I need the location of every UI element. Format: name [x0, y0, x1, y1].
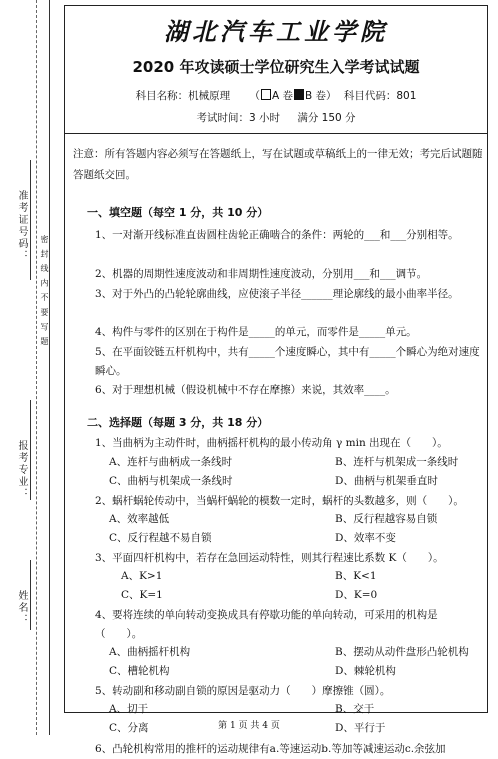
name-underline	[30, 560, 31, 630]
s2-question-4: 4、要将连续的单向转动变换成具有停歇功能的单向转动，可采用的机构是（ ）。	[95, 609, 438, 640]
page-number: 第 1 页 共 4 页	[218, 721, 280, 731]
seal-line	[49, 0, 50, 735]
paper-open-paren: （	[249, 90, 260, 102]
paper-a-checkbox	[261, 89, 271, 100]
exam-time: 考试时间：3 小时	[196, 112, 280, 124]
s1-question-4: 4、构件与零件的区别在于构件是_____的单元，而零件是_____单元。	[95, 326, 417, 338]
section2-title: 二、选择题（每题 3 分，共 18 分）	[87, 416, 269, 429]
s2-q1-option-d: D、曲柄与机架垂直时	[335, 475, 438, 487]
s2-q2-option-b: B、反行程越容易自锁	[335, 513, 438, 525]
s1-question-5: 5、在平面铰链五杆机构中，共有_____个速度瞬心，其中有_____个瞬心为绝对速度瞬心。	[95, 346, 480, 377]
header-divider	[65, 133, 487, 134]
s2-q1-option-b: B、连杆与机架成一条线时	[335, 456, 459, 468]
paper-a-label: A 卷	[271, 90, 293, 102]
s2-question-6: 6、凸轮机构常用的推杆的运动规律有a.等速运动b.等加等减速运动c.余弦加	[95, 743, 446, 755]
section1-title: 一、填空题（每空 1 分，共 10 分）	[87, 206, 269, 219]
s2-q4-option-a: A、曲柄摇杆机构	[109, 646, 191, 658]
subject-name: 科目名称：机械原理	[135, 90, 231, 102]
exam-title: 2020 年攻读硕士学位研究生入学考试试题	[132, 58, 420, 76]
s2-question-1: 1、当曲柄为主动件时，曲柄摇杆机构的最小传动角 γ min 出现在（ ）。	[95, 437, 448, 449]
s2-q4-option-c: C、槽轮机构	[109, 665, 170, 677]
s2-q2-option-c: C、反行程越不易自锁	[109, 532, 212, 544]
s2-q4-option-d: D、棘轮机构	[335, 665, 396, 677]
s2-q1-option-c: C、曲柄与机架成一条线时	[109, 475, 233, 487]
s1-question-3: 3、对于外凸的凸轮轮廓曲线，应使滚子半径______理论廓线的最小曲率半径。	[95, 288, 459, 300]
major-label: 报考专业：	[16, 440, 27, 500]
full-score: 满分 150 分	[297, 112, 356, 124]
s2-q3-option-a: A、K>1	[121, 570, 163, 582]
s2-q2-option-a: A、效率越低	[109, 513, 170, 525]
s1-question-2: 2、机器的周期性速度波动和非周期性速度波动，分别用___和___调节。	[95, 268, 428, 280]
no-writing-notice: 密 封 线 内 不 要 写 题	[40, 235, 49, 347]
s2-q3-option-b: B、K<1	[335, 570, 377, 582]
s2-q2-option-d: D、效率不变	[335, 532, 396, 544]
s2-question-2: 2、蜗杆蜗轮传动中，当蜗杆蜗轮的模数一定时，蜗杆的头数越多，则（ ）。	[95, 495, 464, 507]
s2-question-5: 5、转动副和移动副自锁的原因是驱动力（ ）摩擦锥（圆）。	[95, 685, 391, 697]
s2-q5-option-c: C、分离	[109, 722, 149, 734]
notice-text: 注意：所有答题内容必须写在答题纸上，写在试题或草稿纸上的一律无效；考完后试题随答题纸交回。	[73, 148, 483, 181]
s2-q5-option-b: B、交于	[335, 703, 375, 715]
exam-header	[65, 6, 487, 134]
name-label: 姓名：	[16, 590, 27, 626]
exam-number-underline	[30, 160, 31, 280]
s2-q5-option-d: D、平行于	[335, 722, 386, 734]
paper-b-label: B 卷）	[304, 90, 337, 102]
s1-question-1: 1、一对渐开线标准直齿圆柱齿轮正确啮合的条件：两轮的___和___分别相等。	[95, 229, 459, 241]
exam-number-label: 准考证号码：	[16, 190, 27, 262]
s2-q4-option-b: B、摆动从动件盘形凸轮机构	[335, 646, 469, 658]
s2-q3-option-d: D、K=0	[335, 589, 378, 601]
s2-question-3: 3、平面四杆机构中，若存在急回运动特性，则其行程速比系数 K（ ）。	[95, 552, 444, 564]
subject-info	[65, 88, 487, 103]
seal-dashed-line	[36, 0, 37, 735]
major-underline	[30, 400, 31, 500]
s1-question-6: 6、对于理想机械（假设机械中不存在摩擦）来说，其效率____。	[95, 384, 396, 396]
seal-strip	[0, 0, 60, 735]
s2-q5-option-a: A、切于	[109, 703, 149, 715]
subject-code: 科目代码：801	[343, 90, 417, 102]
university-logo-text: 湖北汽车工业学院	[164, 17, 388, 46]
paper-b-checkbox	[294, 89, 304, 100]
s2-q1-option-a: A、连杆与曲柄成一条线时	[109, 456, 233, 468]
exam-time-info	[65, 110, 487, 125]
s2-q3-option-c: C、K=1	[121, 589, 163, 601]
